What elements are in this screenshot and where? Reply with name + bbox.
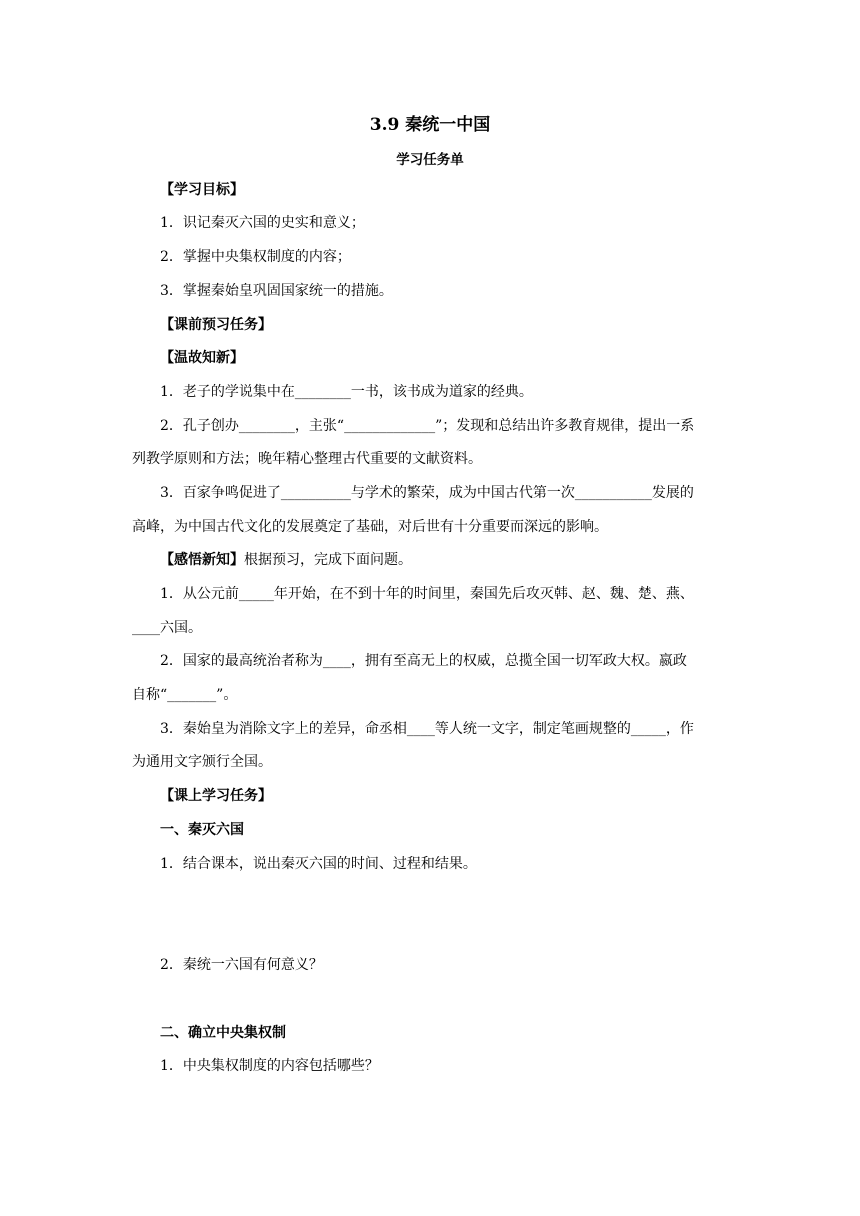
review-question-2-line2: 列教学原则和方法；晚年精心整理古代重要的文献资料。 (132, 451, 482, 467)
preview-heading: 【课前预习任务】 (160, 317, 272, 333)
new-question-3-line2: 为通用文字颁行全国。 (132, 754, 272, 770)
new-question-1-line1: 1．从公元前_____年开始，在不到十年的时间里，秦国先后攻灭韩、赵、魏、楚、燕、 (160, 586, 694, 602)
new-question-2-line1: 2．国家的最高统治者称为____，拥有至高无上的权威，总揽全国一切军政大权。嬴政 (160, 653, 687, 669)
goal-item-1: 1．识记秦灭六国的史实和意义； (160, 215, 365, 231)
page-title: 3.9 秦统一中国 (369, 115, 491, 135)
review-question-2-line1: 2．孔子创办________，主张“_____________”；发现和总结出许多教育规律，提出一系 (160, 418, 695, 434)
review-question-3-line1: 3．百家争鸣促进了__________与学术的繁荣，成为中国古代第一次___________发展的 (160, 485, 694, 501)
review-heading: 【温故知新】 (160, 350, 244, 366)
goal-item-3: 3．掌握秦始皇巩固国家统一的措施。 (160, 283, 393, 299)
new-question-1-line2: ____六国。 (132, 620, 202, 636)
part1-heading: 一、秦灭六国 (160, 822, 244, 838)
part1-question-1: 1．结合课本，说出秦灭六国的时间、过程和结果。 (160, 856, 477, 872)
goal-item-2: 2．掌握中央集权制度的内容； (160, 249, 351, 265)
new-knowledge-bracket: 【感悟新知】 (160, 552, 244, 568)
part2-heading: 二、确立中央集权制 (160, 1025, 286, 1041)
part2-question-1: 1．中央集权制度的内容包括哪些？ (160, 1058, 379, 1074)
part1-question-2: 2．秦统一六国有何意义？ (160, 957, 323, 973)
review-question-1: 1．老子的学说集中在________一书，该书成为道家的经典。 (160, 384, 533, 400)
review-question-3-line2: 高峰，为中国古代文化的发展奠定了基础，对后世有十分重要而深远的影响。 (132, 519, 608, 535)
new-knowledge-instruction: 根据预习，完成下面问题。 (244, 552, 412, 568)
page-subtitle: 学习任务单 (396, 152, 464, 168)
new-question-2-line2: 自称“_______”。 (132, 687, 238, 703)
class-tasks-heading: 【课上学习任务】 (160, 788, 272, 804)
new-question-3-line1: 3．秦始皇为消除文字上的差异，命丞相____等人统一文字，制定笔画规整的_____，作 (160, 721, 694, 737)
goals-heading: 【学习目标】 (160, 182, 244, 198)
new-knowledge-heading (160, 550, 732, 570)
